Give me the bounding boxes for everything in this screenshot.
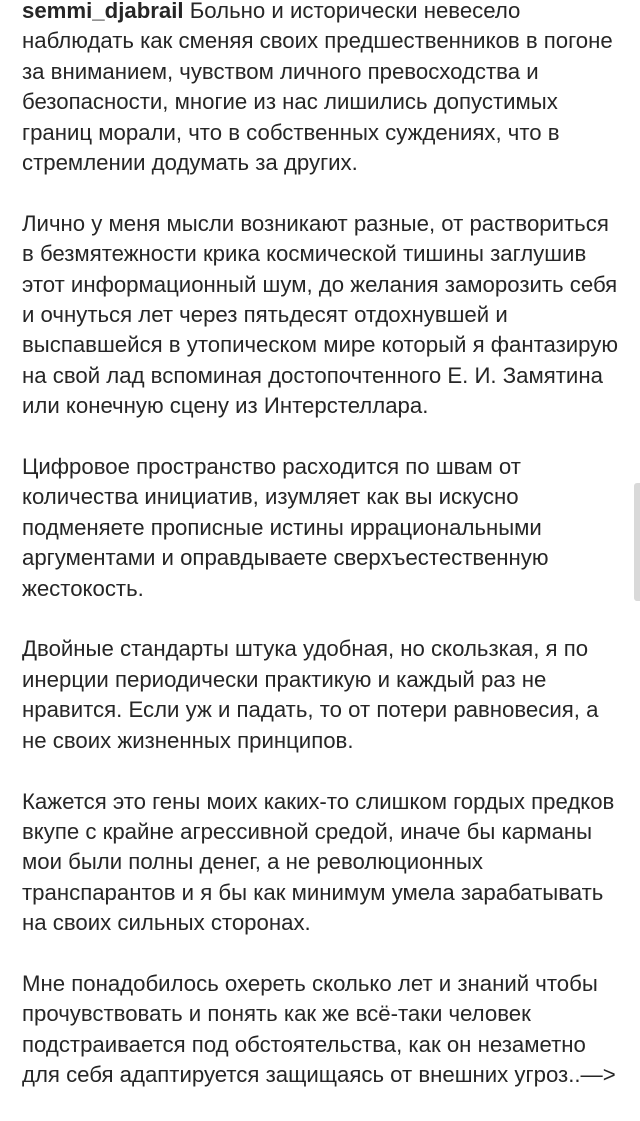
post-caption — [22, 0, 620, 1121]
scrollbar[interactable] — [634, 483, 640, 601]
caption-paragraph-5: Кажется это гены моих каких-то слишком гордых предков вкупе с крайне агрессивной средой, иначе бы карманы мои были полны денег, а не революционных транспарантов и я бы как минимум умела зарабатывать на своих сильных сторонах. — [22, 788, 615, 936]
caption-paragraph-3: Цифровое пространство расходится по швам от количества инициатив, изумляет как вы искусно подменяете прописные истины иррациональными аргументами и оправдываете сверхъестественную жестокость. — [22, 454, 549, 601]
caption-paragraph-2: Лично у меня мысли возникают разные, от раствориться в безмятежности крика космической тишины заглушив этот информационный шум, до желания заморозить себя и очнуться лет через пятьдесят отдохнувшей и выспавшейся в утопическом мире который я фантазирую на свой лад вспоминая достопочтенного Е. И. Замятина или конечную сцену из Интерстеллара. — [22, 210, 619, 419]
caption-paragraph-4: Двойные стандарты штука удобная, но скользкая, я по инерции периодически практикую и каждый раз не нравится. Если уж и падать, то от потери равновесия, а не своих жизненных принципов. — [22, 636, 599, 753]
author-username[interactable]: semmi_djabrail — [22, 0, 184, 23]
caption-text-1: Больно и исторически невесело наблюдать как сменяя своих предшественников в погоне за вниманием, чувством личного превосходства и безопасности, многие из нас лишились допустимых границ морали, что в собственных суждениях, что в стремлении додумать за других. — [22, 0, 613, 176]
caption-paragraph-1 — [22, 0, 620, 178]
caption-paragraph-6: Мне понадобилось охереть сколько лет и знаний чтобы прочувствовать и понять как же всё-таки человек подстраивается под обстоятельства, как он незаметно для себя адаптируется защищаясь от внешних угроз..—> — [22, 970, 616, 1088]
